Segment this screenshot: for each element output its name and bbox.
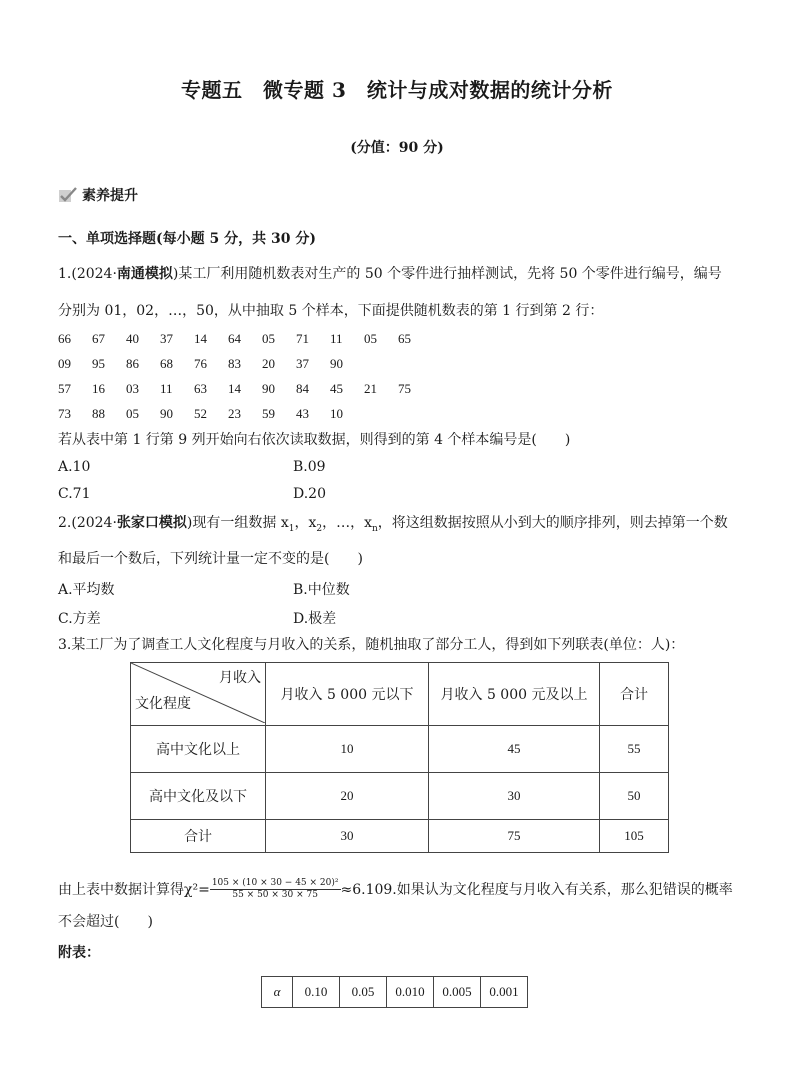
table-header: 合计 (600, 663, 669, 726)
q2-option-a: A.平均数 (58, 582, 115, 598)
table-row (262, 977, 528, 1008)
page-title: 专题五 微专题 3 统计与成对数据的统计分析 (181, 78, 613, 102)
q1-option-b: B.09 (293, 459, 326, 475)
q1-option-d: D.20 (293, 486, 326, 502)
table-header: 月收入 5 000 元以下 (266, 663, 429, 726)
random-row-1: 66 67 40 37 14 64 05 71 11 05 65 (58, 331, 411, 346)
section-label: 素养提升 (82, 188, 138, 204)
table-corner-cell (131, 663, 266, 726)
q2-option-d: D.极差 (293, 611, 337, 627)
section-heading (58, 185, 138, 205)
table-cell: 50 (600, 773, 669, 820)
alpha-header: α (262, 977, 293, 1008)
table-cell: 20 (266, 773, 429, 820)
table-cell: 0.05 (340, 977, 387, 1008)
q2-option-b: B.中位数 (293, 582, 350, 598)
corner-top-label: 月收入 (219, 670, 261, 686)
table-cell: 0.10 (293, 977, 340, 1008)
appendix-label: 附表： (58, 945, 100, 961)
q1-line1: 1.(2024·南通模拟)某工厂利用随机数表对生产的 50 个零件进行抽样测试，先将 50 个零件进行编号，编号 (58, 266, 722, 282)
table-cell: 45 (429, 726, 600, 773)
table-row-label: 高中文化及以下 (131, 773, 266, 820)
q3-line2: 不会超过( ) (58, 914, 153, 930)
random-row-2: 09 95 86 68 76 83 20 37 90 (58, 356, 343, 371)
q3-stem: 3.某工厂为了调查工人文化程度与月收入的关系，随机抽取了部分工人，得到如下列联表(单位：人)： (58, 637, 685, 653)
random-row-3: 57 16 03 11 63 14 90 84 45 21 75 (58, 381, 411, 396)
corner-bottom-label: 文化程度 (135, 696, 191, 712)
q1-option-c: C.71 (58, 486, 91, 502)
score-note: (分值：90 分) (350, 140, 444, 156)
table-cell: 30 (429, 773, 600, 820)
q2-line2: 和最后一个数后，下列统计量一定不变的是( ) (58, 551, 363, 567)
q2-source: 张家口模拟 (116, 515, 187, 531)
part-heading: 一、单项选择题(每小题 5 分，共 30 分) (58, 231, 316, 247)
table-cell: 105 (600, 820, 669, 853)
random-row-4: 73 88 05 90 52 23 59 43 10 (58, 406, 343, 421)
table-cell: 55 (600, 726, 669, 773)
table-cell: 30 (266, 820, 429, 853)
table-cell: 75 (429, 820, 600, 853)
q2-option-c: C.方差 (58, 611, 101, 627)
q3-calc-line: 由上表中数据计算得χ²= $\frac{\text{105 × (10 × 30 − 45 × 20)²}}{55 \times 50 \times 30 \times 75}$ ≈6.109.如果认为文化程度与月收入有关系，那么犯错误的概率 (58, 878, 733, 900)
table-row-label: 合计 (131, 820, 266, 853)
table-cell: 0.001 (481, 977, 528, 1008)
table-row (131, 726, 669, 773)
table-header-row (131, 663, 669, 726)
table-row (131, 773, 669, 820)
table-row (131, 820, 669, 853)
table-cell: 0.005 (434, 977, 481, 1008)
q1-line2: 分别为 01，02，…，50，从中抽取 5 个样本，下面提供随机数表的第 1 行到第 2 行： (58, 303, 604, 319)
table-header: 月收入 5 000 元及以上 (429, 663, 600, 726)
table-row-label: 高中文化以上 (131, 726, 266, 773)
contingency-table (130, 662, 669, 853)
q1-option-a: A.10 (58, 459, 91, 475)
chi-square-fraction: $\frac{\text{105 × (10 × 30 − 45 × 20)²}}{55 \times 50 \times 30 \times 75}$ (211, 878, 339, 900)
q1-source: 南通模拟 (116, 266, 173, 282)
check-pencil-icon (58, 187, 78, 203)
q1-stem: 若从表中第 1 行第 9 列开始向右依次读取数据，则得到的第 4 个样本编号是( ) (58, 432, 571, 448)
table-cell: 10 (266, 726, 429, 773)
alpha-table (261, 976, 528, 1008)
q2-line1: 2.(2024·张家口模拟)现有一组数据 $x_1$，$x_2$，…，$x_n$，将这组数据按照从小到大的顺序排列，则去掉第一个数 (58, 515, 728, 534)
table-cell: 0.010 (387, 977, 434, 1008)
